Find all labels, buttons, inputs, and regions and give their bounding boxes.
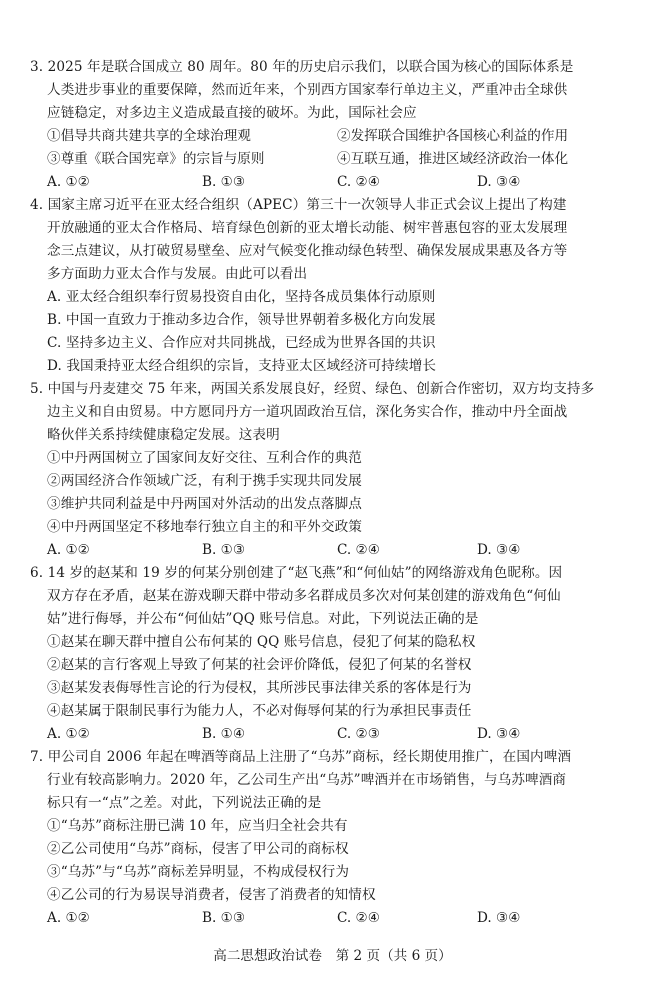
question-stem: 多方面助力亚太合作与发展。由此可以看出 (47, 266, 308, 282)
choice-row (30, 171, 642, 194)
choice-a: A. ①② (47, 726, 90, 742)
page-footer: 高二思想政治试卷 第 2 页（共 6 页） (213, 948, 452, 964)
choice-d: D. ③④ (477, 542, 521, 558)
question-stem: 4. 国家主席习近平在亚太经合组织（APEC）第三十一次领导人非正式会议上提出了构建 (30, 197, 567, 213)
choice-row (30, 539, 642, 562)
question-stem: 7. 甲公司自 2006 年起在啤酒等商品上注册了“乌苏”商标，经长期使用推广，在国内啤酒 (30, 749, 572, 765)
choice-a: A. 亚太经合组织奉行贸易投资自由化，坚持各成员集体行动原则 (47, 289, 436, 305)
choice-d: D. ③④ (477, 910, 521, 926)
question-7 (30, 746, 642, 930)
choice-c: C. ②③ (337, 726, 380, 742)
item-1: ①赵某在聊天群中擅自公布何某的 QQ 账号信息，侵犯了何某的隐私权 (47, 634, 476, 650)
item-3: ③维护共同利益是中丹两国对外活动的出发点落脚点 (47, 496, 362, 512)
choice-d: D. ③④ (477, 726, 521, 742)
choice-a: A. ①② (47, 174, 90, 190)
item-2: ②乙公司使用“乌苏”商标，侵害了甲公司的商标权 (47, 841, 349, 857)
choice-row (30, 723, 642, 746)
item-3: ③尊重《联合国宪章》的宗旨与原则 (47, 151, 265, 167)
question-stem: 应链稳定，对多边主义造成最直接的破坏。为此，国际社会应 (47, 105, 417, 121)
question-stem: 5. 中国与丹麦建交 75 年来，两国关系发展良好，经贸、绿色、创新合作密切，双方均支持多 (30, 381, 595, 397)
choice-c: C. ②④ (337, 174, 380, 190)
question-stem: 3. 2025 年是联合国成立 80 周年。80 年的历史启示我们，以联合国为核心的国际体系是 (30, 59, 574, 75)
exam-page (30, 56, 642, 930)
choice-c: C. ②④ (337, 910, 380, 926)
choice-b: B. ①④ (202, 726, 246, 742)
question-stem: 开放融通的亚太合作格局、培育绿色创新的亚太增长动能、树牢普惠包容的亚太发展理 (47, 220, 568, 236)
item-2: ②发挥联合国维护各国核心利益的作用 (337, 128, 569, 144)
item-row (30, 148, 642, 171)
question-stem: 双方存在矛盾，赵某在游戏聊天群中带动多名群成员多次对何某创建的游戏角色“何仙 (47, 588, 561, 604)
choice-b: B. ①③ (202, 174, 246, 190)
question-5 (30, 378, 642, 562)
choice-d: D. ③④ (477, 174, 521, 190)
item-4: ④赵某属于限制民事行为能力人，不必对侮辱何某的行为承担民事责任 (47, 703, 472, 719)
choice-b: B. 中国一直致力于推动多边合作，领导世界朝着多极化方向发展 (47, 312, 436, 328)
question-stem: 行业有较高影响力。2020 年，乙公司生产出“乌苏”啤酒并在市场销售，与乌苏啤酒商 (47, 772, 567, 788)
choice-c: C. 坚持多边主义、合作应对共同挑战，已经成为世界各国的共识 (47, 335, 436, 351)
choice-c: C. ②④ (337, 542, 380, 558)
item-3: ③“乌苏”与“乌苏”商标差异明显，不构成侵权行为 (47, 864, 350, 880)
question-3 (30, 56, 642, 194)
choice-b: B. ①③ (202, 542, 246, 558)
item-2: ②赵某的言行客观上导致了何某的社会评价降低，侵犯了何某的名誉权 (47, 657, 472, 673)
question-stem: 标只有一“点”之差。对此，下列说法正确的是 (47, 795, 322, 811)
choice-row (30, 907, 642, 930)
choice-a: A. ①② (47, 542, 90, 558)
item-4: ④互联互通，推进区域经济政治一体化 (337, 151, 569, 167)
question-4 (30, 194, 642, 378)
question-stem: 姑”进行侮辱，并公布“何仙姑”QQ 账号信息。对此，下列说法正确的是 (47, 611, 479, 627)
question-stem: 边主义和自由贸易。中方愿同丹方一道巩固政治互信，深化务实合作，推动中丹全面战 (47, 404, 568, 420)
question-stem: 略伙伴关系持续健康稳定发展。这表明 (47, 427, 280, 443)
item-1: ①中丹两国树立了国家间友好交往、互利合作的典范 (47, 450, 362, 466)
item-1: ①倡导共商共建共享的全球治理观 (47, 128, 251, 144)
question-stem: 人类进步事业的重要保障，然而近年来，个别西方国家奉行单边主义，严重冲击全球供 (47, 82, 568, 98)
item-3: ③赵某发表侮辱性言论的行为侵权，其所涉民事法律关系的客体是行为 (47, 680, 472, 696)
item-row (30, 125, 642, 148)
question-stem: 6. 14 岁的赵某和 19 岁的何某分别创建了“赵飞燕”和“何仙姑”的网络游戏角色昵称。因 (30, 565, 563, 581)
item-4: ④中丹两国坚定不移地奉行独立自主的和平外交政策 (47, 519, 362, 535)
choice-b: B. ①③ (202, 910, 246, 926)
item-2: ②两国经济合作领域广泛，有利于携手实现共同发展 (47, 473, 362, 489)
choice-a: A. ①② (47, 910, 90, 926)
question-stem: 念三点建议，从打破贸易壁垒、应对气候变化推动绿色转型、确保发展成果惠及各方等 (47, 243, 568, 259)
question-6 (30, 562, 642, 746)
choice-d: D. 我国秉持亚太经合组织的宗旨，支持亚太区域经济可持续增长 (47, 358, 437, 374)
item-1: ①“乌苏”商标注册已满 10 年，应当归全社会共有 (47, 818, 348, 834)
item-4: ④乙公司的行为易误导消费者，侵害了消费者的知情权 (47, 887, 376, 903)
